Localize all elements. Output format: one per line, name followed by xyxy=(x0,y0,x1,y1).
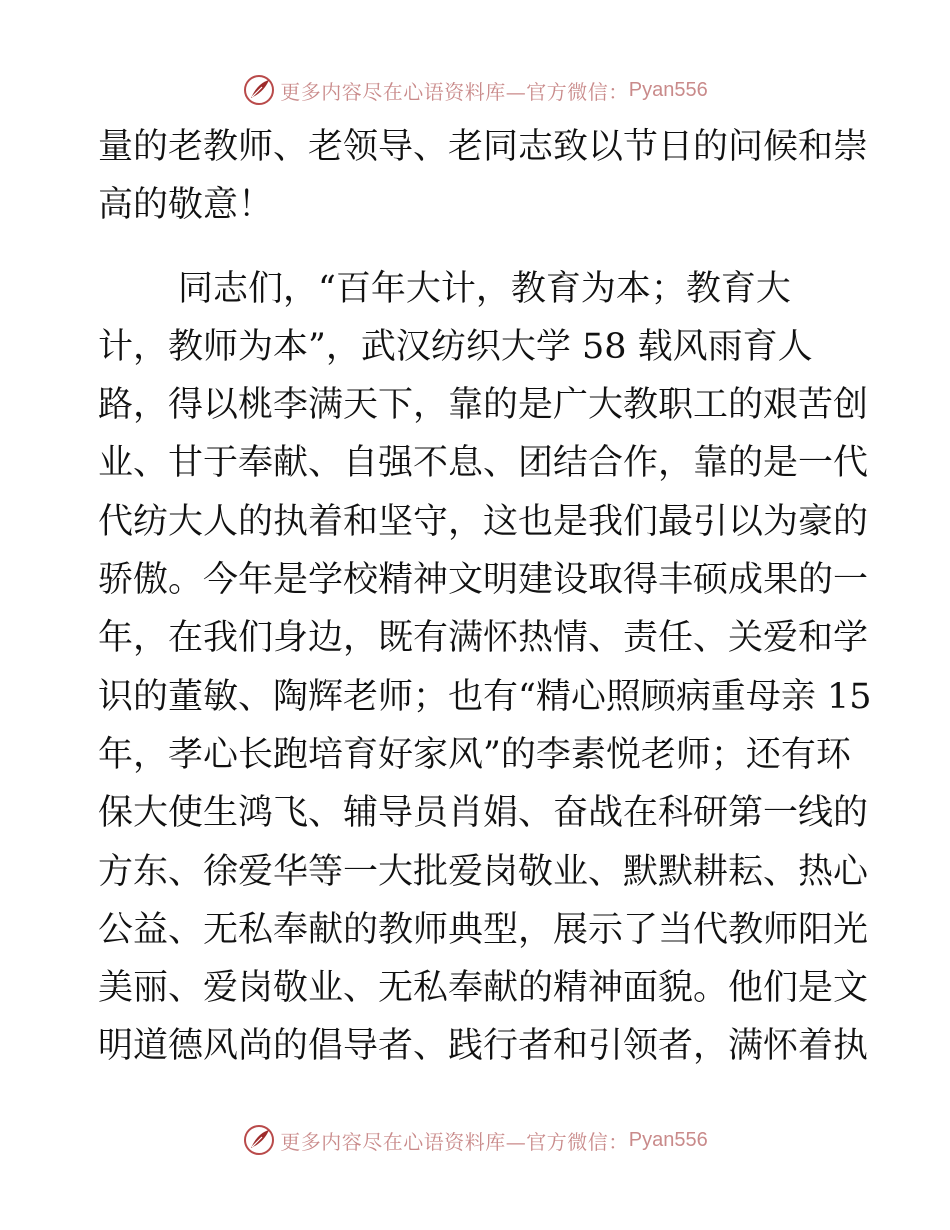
text-line: 同志们，“百年大计，教育为本；教育大 xyxy=(178,268,791,309)
text-line: 计，教师为本”，武汉纺织大学 58 载风雨育人 xyxy=(98,326,813,367)
text-line: 公益、无私奉献的教师典型，展示了当代教师阳光 xyxy=(98,909,869,950)
feather-logo-icon xyxy=(242,73,276,107)
watermark-account: Pyan556 xyxy=(628,78,708,101)
text-line: 路，得以桃李满天下，靠的是广大教职工的艰苦创 xyxy=(98,385,869,426)
text-line: 骄傲。今年是学校精神文明建设取得丰硕成果的一 xyxy=(98,560,869,601)
text-line: 识的董敏、陶辉老师；也有“精心照顾病重母亲 15 xyxy=(98,676,872,717)
text-line: 保大使生鸿飞、辅导员肖娟、奋战在科研第一线的 xyxy=(98,793,869,834)
paragraph-1 xyxy=(98,118,869,235)
footer-watermark xyxy=(0,1120,950,1160)
watermark-text: 更多内容尽在心语资料库—官方微信： xyxy=(280,79,629,104)
text-line: 高的敬意！ xyxy=(98,185,274,226)
text-line: 年，在我们身边，既有满怀热情、责任、关爱和学 xyxy=(98,618,869,659)
text-line: 业、甘于奉献、自强不息、团结合作，靠的是一代 xyxy=(98,443,869,484)
text-line: 明道德风尚的倡导者、践行者和引领者，满怀着执 xyxy=(98,1026,869,1067)
header-watermark xyxy=(0,70,950,110)
feather-logo-icon xyxy=(242,1123,276,1157)
text-line: 量的老教师、老领导、老同志致以节日的问候和崇 xyxy=(98,127,869,167)
text-line: 代纺大人的执着和坚守，这也是我们最引以为豪的 xyxy=(98,501,869,542)
paragraph-2 xyxy=(98,260,872,1076)
text-line: 方东、徐爱华等一大批爱岗敬业、默默耕耘、热心 xyxy=(98,851,869,892)
text-line: 美丽、爱岗敬业、无私奉献的精神面貌。他们是文 xyxy=(98,968,869,1009)
text-line: 年，孝心长跑培育好家风”的李素悦老师；还有环 xyxy=(98,734,851,775)
watermark-text: 更多内容尽在心语资料库—官方微信： xyxy=(280,1129,629,1154)
watermark-account: Pyan556 xyxy=(628,1128,708,1151)
body-text xyxy=(98,118,872,1076)
